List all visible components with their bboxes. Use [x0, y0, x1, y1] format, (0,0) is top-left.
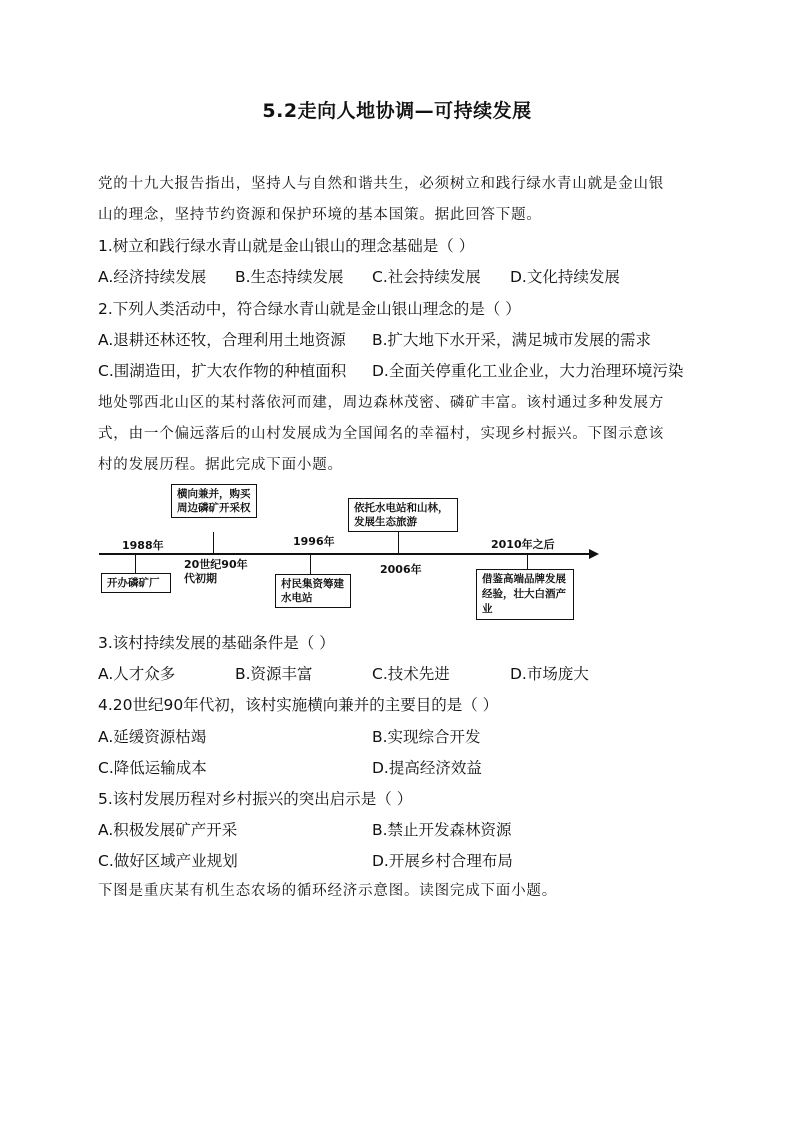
timeline-event-1990s: 横向兼并，购买周边磷矿开采权: [171, 484, 257, 518]
question-4-option-c: C.降低运输成本: [98, 759, 207, 777]
question-1-option-d: D.文化持续发展: [510, 268, 620, 286]
timeline-connector-2006: [398, 531, 399, 554]
question-5-option-a: A.积极发展矿产开采: [98, 821, 238, 839]
question-4-option-a: A.延缓资源枯竭: [98, 728, 207, 746]
timeline-connector-1996: [310, 554, 311, 574]
intro-paragraph-2-line-1: 地处鄂西北山区的某村落依河而建，周边森林茂密、磷矿丰富。该村通过多种发展方: [98, 395, 665, 411]
intro-paragraph-2-line-2: 式，由一个偏远落后的山村发展成为全国闻名的幸福村，实现乡村振兴。下图示意该: [98, 426, 665, 442]
question-5-stem: 5.该村发展历程对乡村振兴的突出启示是（ ）: [98, 790, 413, 808]
development-timeline: [95, 480, 605, 620]
question-5-option-c: C.做好区域产业规划: [98, 852, 238, 870]
timeline-event-1988: 开办磷矿厂: [101, 573, 171, 593]
timeline-year-2006: 2006年: [380, 563, 422, 576]
timeline-year-1990s: 20世纪90年代初期: [184, 558, 248, 585]
timeline-year-1988: 1988年: [122, 539, 164, 552]
timeline-connector-1988: [135, 554, 136, 573]
timeline-connector-1990s: [213, 532, 214, 554]
question-1-option-c: C.社会持续发展: [372, 268, 481, 286]
timeline-event-2006: 依托水电站和山林，发展生态旅游: [348, 498, 458, 532]
question-3-option-a: A.人才众多: [98, 665, 176, 683]
timeline-connector-2010: [527, 554, 528, 569]
question-2-stem: 2.下列人类活动中，符合绿水青山就是金山银山理念的是（ ）: [98, 300, 521, 318]
question-5-option-d: D.开展乡村合理布局: [372, 852, 513, 870]
question-2-option-a: A.退耕还林还牧，合理利用土地资源: [98, 331, 346, 349]
question-2-option-d: D.全面关停重化工业企业，大力治理环境污染: [372, 362, 684, 380]
intro-paragraph-3: 下图是重庆某有机生态农场的循环经济示意图。读图完成下面小题。: [98, 883, 557, 899]
timeline-year-1996: 1996年: [293, 535, 335, 548]
question-4-option-b: B.实现综合开发: [372, 728, 481, 746]
question-2-option-c: C.围湖造田，扩大农作物的种植面积: [98, 362, 347, 380]
question-4-option-d: D.提高经济效益: [372, 759, 482, 777]
intro-paragraph-2-line-3: 村的发展历程。据此完成下面小题。: [98, 457, 343, 473]
timeline-arrow-icon: [589, 549, 599, 559]
question-1-option-b: B.生态持续发展: [235, 268, 344, 286]
question-3-option-b: B.资源丰富: [235, 665, 313, 683]
question-2-option-b: B.扩大地下水开采，满足城市发展的需求: [372, 331, 652, 349]
intro-paragraph-1-line-2: 山的理念，坚持节约资源和保护环境的基本国策。据此回答下题。: [98, 207, 542, 223]
question-3-option-d: D.市场庞大: [510, 665, 589, 683]
timeline-year-2010: 2010年之后: [491, 538, 555, 551]
intro-paragraph-1-line-1: 党的十九大报告指出，坚持人与自然和谐共生，必须树立和践行绿水青山就是金山银: [98, 176, 665, 192]
question-1-option-a: A.经济持续发展: [98, 268, 207, 286]
timeline-axis: [99, 553, 591, 555]
question-1-stem: 1.树立和践行绿水青山就是金山银山的理念基础是（ ）: [98, 237, 475, 255]
timeline-event-2010: 借鉴高端品牌发展经验，壮大白酒产业: [476, 569, 574, 620]
page-title: 5.2走向人地协调—可持续发展: [262, 100, 532, 122]
question-3-stem: 3.该村持续发展的基础条件是（ ）: [98, 634, 335, 652]
question-5-option-b: B.禁止开发森林资源: [372, 821, 512, 839]
question-3-option-c: C.技术先进: [372, 665, 450, 683]
timeline-event-1996: 村民集资筹建水电站: [275, 574, 351, 608]
question-4-stem: 4.20世纪90年代初，该村实施横向兼并的主要目的是（ ）: [98, 696, 499, 714]
